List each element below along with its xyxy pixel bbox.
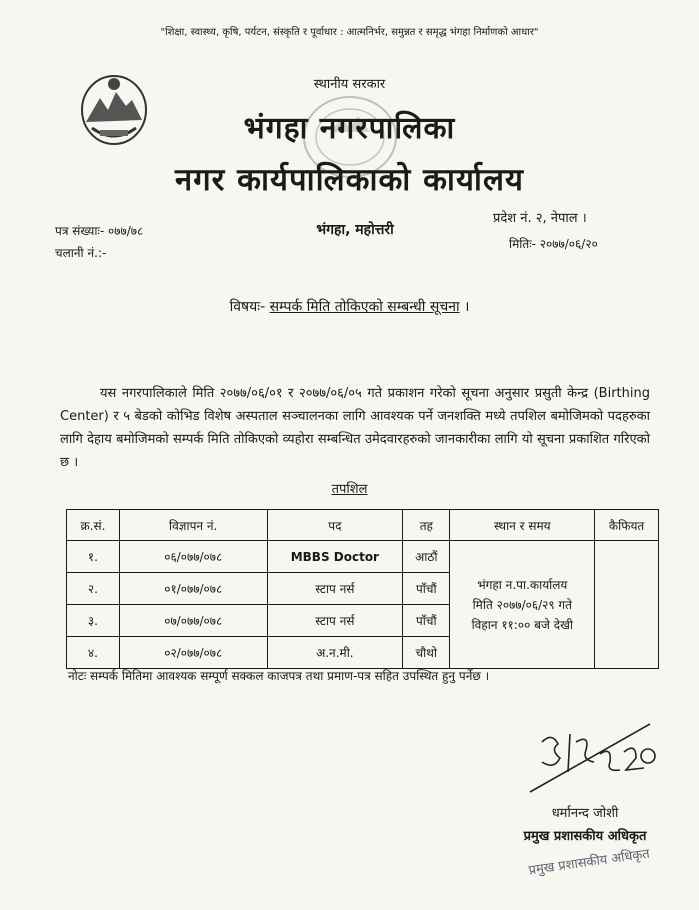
- designation-stamp: प्रमुख प्रशासकीय अधिकृत: [527, 846, 651, 879]
- signer-title: प्रमुख प्रशासकीय अधिकृत: [523, 829, 647, 844]
- notice-body: [60, 382, 650, 474]
- time-line: विहान ११:०० बजे देखी: [471, 617, 573, 632]
- schedule-table: [66, 509, 659, 669]
- cell-serial: २.: [67, 573, 120, 605]
- note: नोटः सम्पर्क मितिमा आवश्यक सम्पूर्ण सक्कल काजपत्र तथा प्रमाण-पत्र सहित उपस्थित हुनु पर्नेछ ।: [68, 669, 490, 683]
- ref-number: पत्र संख्याः- ०७७/७८: [55, 224, 144, 238]
- cell-serial: १.: [67, 541, 120, 573]
- subject-end: ।: [464, 299, 470, 315]
- cell-post: स्टाप नर्स: [267, 605, 403, 637]
- cell-place-time: [450, 541, 595, 669]
- subject-label: विषयः-: [229, 299, 266, 315]
- cell-post: स्टाप नर्स: [267, 573, 403, 605]
- cell-level: आठौं: [403, 541, 450, 573]
- cell-serial: ४.: [67, 637, 120, 669]
- province: प्रदेश नं. २, नेपाल ।: [493, 211, 587, 226]
- signature: [520, 712, 660, 802]
- subject-line: [0, 297, 699, 316]
- subject-text: सम्पर्क मिति तोकिएको सम्बन्धी सूचना: [269, 299, 460, 315]
- notice-body-text: यस नगरपालिकाले मिति २०७७/०६/०१ र २०७७/०६/०५ गते प्रकाशन गरेको सूचना अनुसार प्रसुती केन्द्र (Birthing Center) र ५ बेडको कोभिड विशेष अस्पताल सञ्चालनका लागि आवश्यक पर्ने जनशक्ति मध्ये तपशिल बमोजिमको पदहरुका लागि देहाय बमोजिमको सम्पर्क मिति तोकिएको व्यहोरा सम्बन्धित उमेदवारहरुको जानकारीका लागि यो सूचना प्रकाशित गरिएको छ ।: [60, 386, 650, 470]
- header-serial: क्र.सं.: [67, 510, 120, 541]
- municipality-name: भंगहा नगरपालिका: [243, 111, 456, 146]
- schedule-title: तपशिल: [331, 482, 368, 497]
- header-place-time: स्थान र समय: [450, 510, 595, 541]
- table-row: [67, 541, 659, 573]
- local-government-label: स्थानीय सरकार: [313, 77, 386, 92]
- cell-level: चौथो: [403, 637, 450, 669]
- cell-ad-no: ०७/०७७/०७८: [119, 605, 267, 637]
- header-post: पद: [267, 510, 403, 541]
- cell-ad-no: ०२/०७७/०७८: [119, 637, 267, 669]
- signer-name: धर्मानन्द जोशी: [551, 806, 619, 821]
- letter-date: मितिः- २०७७/०६/२०: [509, 237, 598, 251]
- cell-ad-no: ०१/०७७/०७८: [119, 573, 267, 605]
- cell-level: पाँचौं: [403, 605, 450, 637]
- place-line: भंगहा न.पा.कार्यालय: [477, 577, 568, 592]
- header-level: तह: [403, 510, 450, 541]
- cell-remarks: [595, 541, 659, 669]
- cell-post: अ.न.मी.: [267, 637, 403, 669]
- header-ad-no: विज्ञापन नं.: [119, 510, 267, 541]
- dispatch-number: चलानी नं.:-: [55, 246, 107, 260]
- cell-level: पाँचौं: [403, 573, 450, 605]
- office-name: नगर कार्यपालिकाको कार्यालय: [175, 162, 524, 198]
- motto: "शिक्षा, स्वास्थ्य, कृषि, पर्यटन, संस्कृति र पूर्वाधार : आत्मनिर्भर, समुन्नत र समृद्ध भंगहा निर्माणको आधार": [160, 27, 539, 38]
- location: भंगहा, महोत्तरी: [316, 222, 394, 238]
- header-remarks: कैफियत: [595, 510, 659, 541]
- cell-post: MBBS Doctor: [267, 541, 403, 573]
- table-header-row: [67, 510, 659, 541]
- cell-ad-no: ०६/०७७/०७८: [119, 541, 267, 573]
- date-line: मिति २०७७/०६/२९ गते: [472, 597, 573, 612]
- cell-serial: ३.: [67, 605, 120, 637]
